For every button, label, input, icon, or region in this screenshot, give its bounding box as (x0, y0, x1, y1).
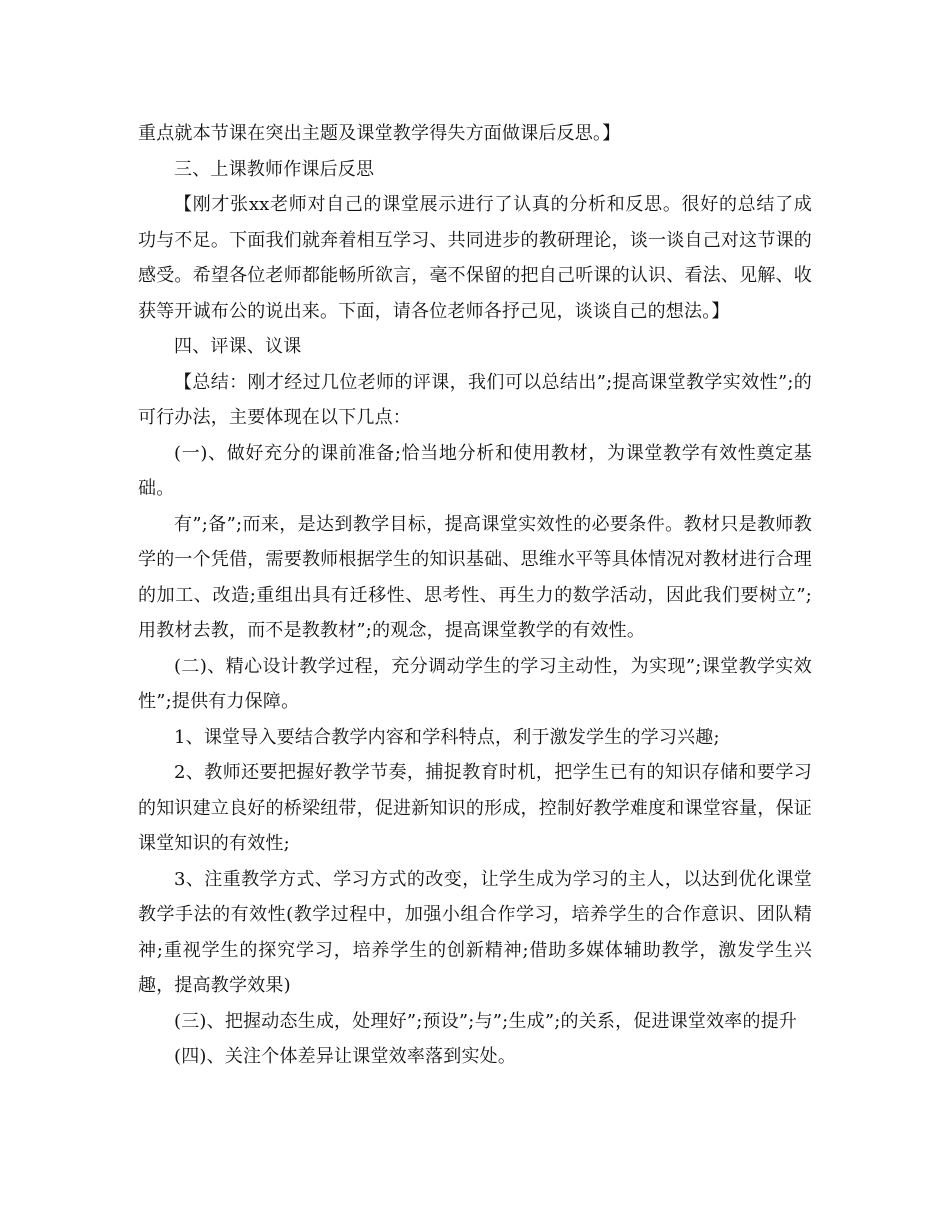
paragraph-point-three: (三)、把握动态生成，处理好”;预设”;与”;生成”;的关系，促进课堂效率的提升 (174, 1010, 798, 1032)
paragraph-point-two: (二)、精心设计教学过程，充分调动学生的学习主动性，为实现”;课堂教学实效性”;提供有力保障。 (138, 655, 812, 712)
paragraph-teacher-reflection: 【刚才张xx老师对自己的课堂展示进行了认真的分析和反思。很好的总结了成功与不足。下面我们就奔着相互学习、共同进步的教研理论，谈一谈自己对这节课的感受。希望各位老师都能畅所欲言，毫不保留的把自己听课的认识、看法、见解、收获等开诚布公的说出来。下面，请各位老师各抒己见，谈谈自己的想法。】 (138, 194, 812, 322)
paragraph-preparation: 有”;备”;而来，是达到教学目标，提高课堂实效性的必要条件。教材只是教师教学的一个凭借，需要教师根据学生的知识基础、思维水平等具体情况对教材进行合理的加工、改造;重组出具有迁移性、思考性、再生力的数学活动，因此我们要树立”;用教材去教，而不是教教材”;的观念，提高课堂教学的有效性。 (138, 513, 812, 641)
paragraph-summary: 【总结：刚才经过几位老师的评课，我们可以总结出”;提高课堂教学实效性”;的可行办法，主要体现在以下几点： (138, 371, 812, 428)
list-item-2: 2、教师还要把握好教学节奏，捕捉教育时机，把学生已有的知识存储和要学习的知识建立良好的桥梁纽带，促进新知识的形成，控制好教学难度和课堂容量，保证课堂知识的有效性; (138, 762, 812, 854)
section-heading-three: 三、上课教师作课后反思 (174, 158, 375, 180)
paragraph-point-one: (一)、做好充分的课前准备;恰当地分析和使用教材，为课堂教学有效性奠定基础。 (138, 442, 812, 499)
section-heading-four: 四、评课、议课 (174, 336, 302, 357)
paragraph-continuation: 重点就本节课在突出主题及课堂教学得失方面做课后反思。】 (138, 123, 621, 144)
list-item-1: 1、课堂导入要结合教学内容和学科特点，利于激发学生的学习兴趣; (174, 726, 720, 748)
list-item-3: 3、注重教学方式、学习方式的改变，让学生成为学习的主人，以达到优化课堂教学手法的有效性(教学过程中，加强小组合作学习，培养学生的合作意识、团队精神;重视学生的探究学习，培养学生的创新精神;借助多媒体辅助教学，激发学生兴趣，提高教学效果) (138, 868, 812, 996)
paragraph-point-four: (四)、关注个体差异让课堂效率落到实处。 (174, 1046, 517, 1067)
